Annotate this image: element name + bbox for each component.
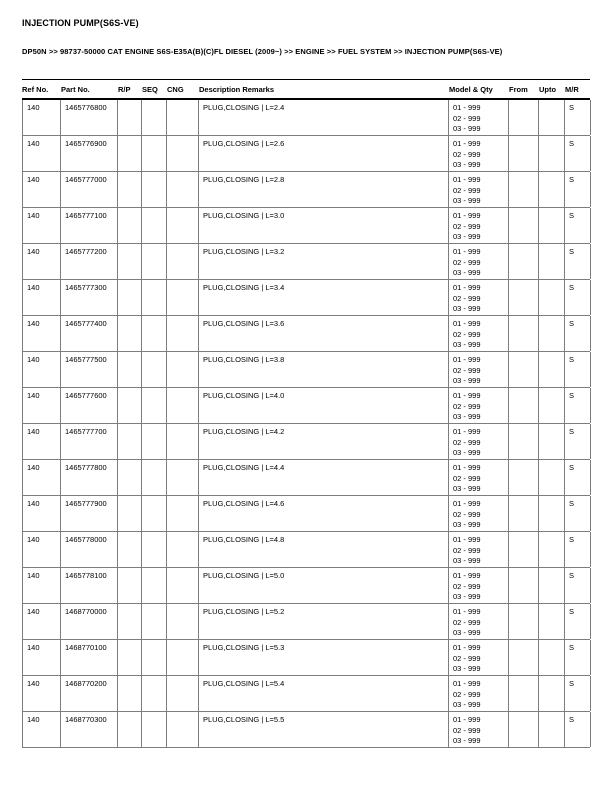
- cell-rp: [118, 604, 142, 639]
- cell-mr: S: [565, 640, 591, 675]
- cell-from: [509, 100, 539, 135]
- cell-mr: S: [565, 172, 591, 207]
- header-mr: M/R: [565, 85, 579, 94]
- cell-from: [509, 172, 539, 207]
- cell-description: PLUG,CLOSING | L=2.4: [199, 100, 449, 135]
- cell-from: [509, 316, 539, 351]
- cell-rp: [118, 316, 142, 351]
- table-body: [22, 100, 590, 748]
- cell-cng: [167, 208, 199, 243]
- cell-ref-no: 140: [23, 568, 61, 603]
- cell-seq: [142, 244, 167, 279]
- header-ref-no: Ref No.: [22, 85, 49, 94]
- cell-from: [509, 352, 539, 387]
- cell-description: PLUG,CLOSING | L=3.4: [199, 280, 449, 315]
- cell-from: [509, 208, 539, 243]
- cell-from: [509, 676, 539, 711]
- cell-part-no: 1465777100: [61, 208, 118, 243]
- cell-description: PLUG,CLOSING | L=4.0: [199, 388, 449, 423]
- cell-seq: [142, 100, 167, 135]
- table-row: [23, 136, 590, 172]
- cell-part-no: 1465776900: [61, 136, 118, 171]
- cell-seq: [142, 136, 167, 171]
- cell-cng: [167, 244, 199, 279]
- cell-ref-no: 140: [23, 712, 61, 747]
- cell-cng: [167, 532, 199, 567]
- cell-mr: S: [565, 496, 591, 531]
- cell-upto: [539, 244, 565, 279]
- cell-rp: [118, 532, 142, 567]
- cell-ref-no: 140: [23, 100, 61, 135]
- table-row: [23, 208, 590, 244]
- cell-model-qty: 01 - 999 02 - 999 03 - 999: [449, 100, 509, 135]
- cell-part-no: 1465777300: [61, 280, 118, 315]
- cell-rp: [118, 208, 142, 243]
- table-row: [23, 568, 590, 604]
- cell-part-no: 1465776800: [61, 100, 118, 135]
- cell-mr: S: [565, 388, 591, 423]
- cell-ref-no: 140: [23, 352, 61, 387]
- table-row: [23, 640, 590, 676]
- cell-ref-no: 140: [23, 172, 61, 207]
- cell-description: PLUG,CLOSING | L=5.3: [199, 640, 449, 675]
- cell-upto: [539, 352, 565, 387]
- table-row: [23, 676, 590, 712]
- cell-ref-no: 140: [23, 604, 61, 639]
- cell-rp: [118, 388, 142, 423]
- cell-from: [509, 460, 539, 495]
- cell-mr: S: [565, 568, 591, 603]
- cell-upto: [539, 424, 565, 459]
- table-row: [23, 100, 590, 136]
- cell-rp: [118, 172, 142, 207]
- cell-seq: [142, 172, 167, 207]
- cell-from: [509, 712, 539, 747]
- cell-mr: S: [565, 460, 591, 495]
- cell-from: [509, 388, 539, 423]
- cell-model-qty: 01 - 999 02 - 999 03 - 999: [449, 280, 509, 315]
- cell-model-qty: 01 - 999 02 - 999 03 - 999: [449, 712, 509, 747]
- header-description-remarks: Description Remarks: [199, 85, 275, 94]
- cell-seq: [142, 388, 167, 423]
- cell-cng: [167, 424, 199, 459]
- cell-rp: [118, 424, 142, 459]
- cell-mr: S: [565, 208, 591, 243]
- cell-cng: [167, 604, 199, 639]
- cell-mr: S: [565, 280, 591, 315]
- table-row: [23, 352, 590, 388]
- cell-part-no: 1465777200: [61, 244, 118, 279]
- cell-description: PLUG,CLOSING | L=3.0: [199, 208, 449, 243]
- cell-seq: [142, 676, 167, 711]
- cell-cng: [167, 676, 199, 711]
- cell-rp: [118, 640, 142, 675]
- cell-upto: [539, 460, 565, 495]
- cell-from: [509, 532, 539, 567]
- cell-description: PLUG,CLOSING | L=3.2: [199, 244, 449, 279]
- cell-part-no: 1465778100: [61, 568, 118, 603]
- cell-seq: [142, 532, 167, 567]
- cell-seq: [142, 496, 167, 531]
- cell-description: PLUG,CLOSING | L=4.8: [199, 532, 449, 567]
- cell-model-qty: 01 - 999 02 - 999 03 - 999: [449, 388, 509, 423]
- cell-seq: [142, 460, 167, 495]
- cell-description: PLUG,CLOSING | L=5.5: [199, 712, 449, 747]
- cell-ref-no: 140: [23, 280, 61, 315]
- cell-cng: [167, 136, 199, 171]
- cell-upto: [539, 172, 565, 207]
- cell-seq: [142, 568, 167, 603]
- cell-model-qty: 01 - 999 02 - 999 03 - 999: [449, 676, 509, 711]
- cell-mr: S: [565, 604, 591, 639]
- cell-description: PLUG,CLOSING | L=5.4: [199, 676, 449, 711]
- cell-model-qty: 01 - 999 02 - 999 03 - 999: [449, 604, 509, 639]
- table-row: [23, 532, 590, 568]
- cell-cng: [167, 388, 199, 423]
- cell-description: PLUG,CLOSING | L=5.2: [199, 604, 449, 639]
- header-rp: R/P: [118, 85, 131, 94]
- cell-rp: [118, 568, 142, 603]
- cell-description: PLUG,CLOSING | L=2.8: [199, 172, 449, 207]
- cell-upto: [539, 640, 565, 675]
- cell-from: [509, 640, 539, 675]
- cell-description: PLUG,CLOSING | L=2.6: [199, 136, 449, 171]
- cell-mr: S: [565, 352, 591, 387]
- cell-model-qty: 01 - 999 02 - 999 03 - 999: [449, 640, 509, 675]
- cell-description: PLUG,CLOSING | L=4.6: [199, 496, 449, 531]
- cell-rp: [118, 496, 142, 531]
- table-row: [23, 280, 590, 316]
- cell-model-qty: 01 - 999 02 - 999 03 - 999: [449, 460, 509, 495]
- cell-mr: S: [565, 136, 591, 171]
- cell-upto: [539, 208, 565, 243]
- header-seq: SEQ: [142, 85, 158, 94]
- cell-mr: S: [565, 676, 591, 711]
- table-row: [23, 172, 590, 208]
- cell-upto: [539, 280, 565, 315]
- header-cng: CNG: [167, 85, 184, 94]
- cell-ref-no: 140: [23, 460, 61, 495]
- cell-upto: [539, 316, 565, 351]
- cell-ref-no: 140: [23, 532, 61, 567]
- cell-cng: [167, 640, 199, 675]
- cell-upto: [539, 532, 565, 567]
- cell-seq: [142, 280, 167, 315]
- cell-part-no: 1468770100: [61, 640, 118, 675]
- cell-from: [509, 280, 539, 315]
- cell-ref-no: 140: [23, 676, 61, 711]
- header-part-no: Part No.: [61, 85, 90, 94]
- table-row: [23, 316, 590, 352]
- cell-rp: [118, 280, 142, 315]
- cell-seq: [142, 424, 167, 459]
- cell-seq: [142, 712, 167, 747]
- cell-mr: S: [565, 316, 591, 351]
- cell-part-no: 1465777600: [61, 388, 118, 423]
- cell-part-no: 1465777700: [61, 424, 118, 459]
- cell-mr: S: [565, 532, 591, 567]
- table-row: [23, 460, 590, 496]
- cell-model-qty: 01 - 999 02 - 999 03 - 999: [449, 532, 509, 567]
- cell-upto: [539, 604, 565, 639]
- header-from: From: [509, 85, 528, 94]
- cell-part-no: 1465777000: [61, 172, 118, 207]
- cell-rp: [118, 712, 142, 747]
- header-upto: Upto: [539, 85, 557, 94]
- table-header-row: [22, 79, 590, 100]
- cell-description: PLUG,CLOSING | L=3.6: [199, 316, 449, 351]
- cell-description: PLUG,CLOSING | L=4.4: [199, 460, 449, 495]
- breadcrumb: DP50N >> 98737-50000 CAT ENGINE S6S-E35A(B)(C)FL DIESEL (2009~) >> ENGINE >> FUEL SYSTEM >> INJECTION PUMP(S6S-VE): [22, 47, 503, 56]
- cell-part-no: 1465777400: [61, 316, 118, 351]
- cell-ref-no: 140: [23, 208, 61, 243]
- cell-cng: [167, 712, 199, 747]
- table-row: [23, 244, 590, 280]
- cell-part-no: 1465777900: [61, 496, 118, 531]
- cell-description: PLUG,CLOSING | L=3.8: [199, 352, 449, 387]
- cell-from: [509, 604, 539, 639]
- table-row: [23, 496, 590, 532]
- cell-model-qty: 01 - 999 02 - 999 03 - 999: [449, 172, 509, 207]
- cell-model-qty: 01 - 999 02 - 999 03 - 999: [449, 208, 509, 243]
- cell-seq: [142, 352, 167, 387]
- cell-ref-no: 140: [23, 640, 61, 675]
- cell-model-qty: 01 - 999 02 - 999 03 - 999: [449, 424, 509, 459]
- cell-description: PLUG,CLOSING | L=5.0: [199, 568, 449, 603]
- cell-rp: [118, 136, 142, 171]
- cell-cng: [167, 568, 199, 603]
- cell-seq: [142, 208, 167, 243]
- cell-part-no: 1468770300: [61, 712, 118, 747]
- parts-table: [22, 79, 590, 748]
- cell-mr: S: [565, 100, 591, 135]
- cell-upto: [539, 388, 565, 423]
- cell-ref-no: 140: [23, 244, 61, 279]
- cell-ref-no: 140: [23, 136, 61, 171]
- cell-part-no: 1465778000: [61, 532, 118, 567]
- cell-from: [509, 496, 539, 531]
- cell-rp: [118, 352, 142, 387]
- cell-from: [509, 424, 539, 459]
- cell-model-qty: 01 - 999 02 - 999 03 - 999: [449, 352, 509, 387]
- cell-ref-no: 140: [23, 496, 61, 531]
- cell-model-qty: 01 - 999 02 - 999 03 - 999: [449, 496, 509, 531]
- cell-model-qty: 01 - 999 02 - 999 03 - 999: [449, 244, 509, 279]
- cell-seq: [142, 316, 167, 351]
- cell-from: [509, 568, 539, 603]
- header-model-qty: Model & Qty: [449, 85, 493, 94]
- table-row: [23, 424, 590, 460]
- cell-cng: [167, 496, 199, 531]
- cell-model-qty: 01 - 999 02 - 999 03 - 999: [449, 568, 509, 603]
- cell-ref-no: 140: [23, 388, 61, 423]
- cell-rp: [118, 676, 142, 711]
- cell-rp: [118, 244, 142, 279]
- cell-ref-no: 140: [23, 316, 61, 351]
- cell-cng: [167, 280, 199, 315]
- cell-from: [509, 136, 539, 171]
- cell-mr: S: [565, 712, 591, 747]
- cell-rp: [118, 460, 142, 495]
- page-title: INJECTION PUMP(S6S-VE): [22, 18, 139, 28]
- cell-upto: [539, 496, 565, 531]
- cell-mr: S: [565, 244, 591, 279]
- cell-part-no: 1465777800: [61, 460, 118, 495]
- cell-model-qty: 01 - 999 02 - 999 03 - 999: [449, 136, 509, 171]
- cell-upto: [539, 676, 565, 711]
- cell-cng: [167, 100, 199, 135]
- cell-rp: [118, 100, 142, 135]
- cell-upto: [539, 100, 565, 135]
- cell-upto: [539, 136, 565, 171]
- cell-cng: [167, 460, 199, 495]
- table-row: [23, 388, 590, 424]
- cell-mr: S: [565, 424, 591, 459]
- cell-part-no: 1468770000: [61, 604, 118, 639]
- cell-part-no: 1465777500: [61, 352, 118, 387]
- table-row: [23, 712, 590, 748]
- cell-description: PLUG,CLOSING | L=4.2: [199, 424, 449, 459]
- cell-upto: [539, 568, 565, 603]
- cell-cng: [167, 352, 199, 387]
- cell-model-qty: 01 - 999 02 - 999 03 - 999: [449, 316, 509, 351]
- cell-ref-no: 140: [23, 424, 61, 459]
- cell-part-no: 1468770200: [61, 676, 118, 711]
- table-row: [23, 604, 590, 640]
- cell-cng: [167, 172, 199, 207]
- cell-cng: [167, 316, 199, 351]
- cell-seq: [142, 640, 167, 675]
- cell-upto: [539, 712, 565, 747]
- cell-seq: [142, 604, 167, 639]
- cell-from: [509, 244, 539, 279]
